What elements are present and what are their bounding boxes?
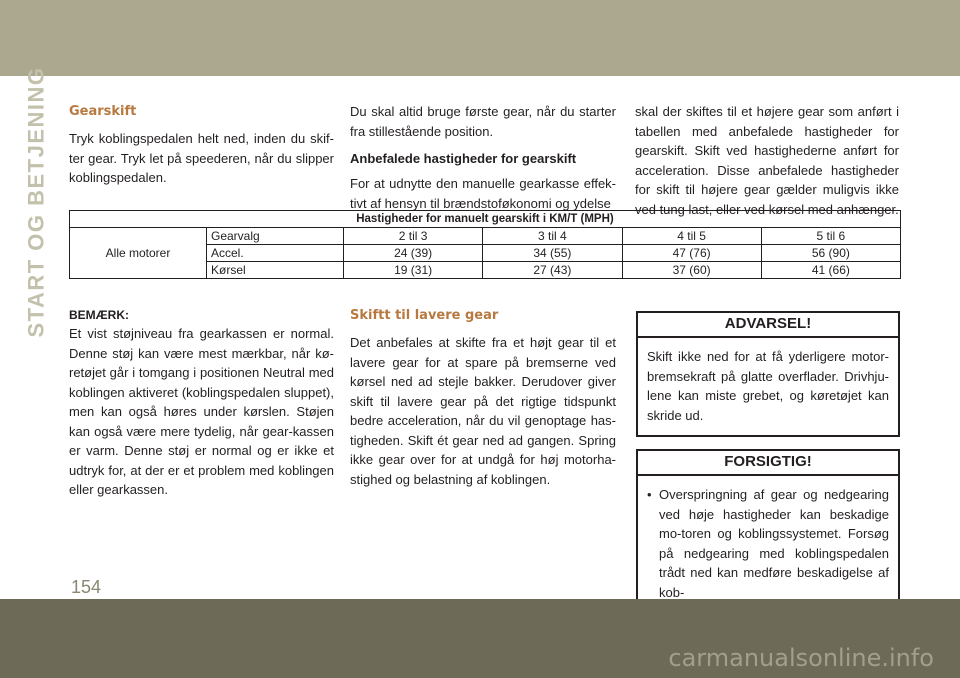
warning-body: Skift ikke ned for at få yderligere motor-bremsekraft på glatte overflader. Drivhju-lene kan miste grebet, og køretøjet kan skride ud.	[647, 349, 889, 423]
downshift-section	[350, 308, 616, 489]
watermark: carmanualsonline.info	[668, 644, 934, 672]
warning-title: ADVARSEL!	[638, 313, 898, 338]
gearshift-section	[69, 104, 334, 188]
table-cell: 4 til 5	[622, 228, 761, 245]
recommended-speeds-body-2: skal der skiftes til et højere gear som anført i tabellen med anbefalede hastigheder for gearskift. Skift ved hastighederne anført for acceleration. Disse anbefalede hastigheder for skift til højere gear gælder muligvis ikke ved tung last, eller ved kørsel med anhænger.	[635, 104, 899, 217]
first-gear-text: Du skal altid bruge første gear, når du starter fra stillestående position.	[350, 104, 616, 139]
table-row	[70, 228, 901, 245]
table-cell: 41 (66)	[761, 262, 900, 279]
caution-box	[636, 449, 900, 614]
table-cell: 5 til 6	[761, 228, 900, 245]
table-cell: 19 (31)	[344, 262, 483, 279]
bullet-marker: •	[647, 487, 652, 502]
gearshift-heading: Gearskift	[69, 104, 137, 119]
chapter-side-tab	[24, 66, 50, 338]
engine-group-cell: Alle motorer	[70, 228, 207, 279]
note-section	[69, 308, 334, 500]
recommended-speeds-body-1: For at udnytte den manuelle gearkasse effek-tivt af hensyn til brændstoføkonomi og ydelse	[350, 176, 616, 211]
table-header-row	[70, 211, 901, 228]
note-body: Et vist støjniveau fra gearkassen er normal. Denne støj kan være mest mærkbar, når kø-retøjet går i tomgang i positionen Neutral med koblingen aktiveret (koblingspedalen sluppet), men kan også høres under kørslen. Støjen kan også være mere tydelig, når gear-kassen er varm. Denne støj er normal og er ikke et udtryk for, at der er et problem med koblingen eller gearkassen.	[69, 326, 334, 497]
row-label: Gearvalg	[207, 228, 344, 245]
table-cell: 34 (55)	[483, 245, 622, 262]
warning-box	[636, 311, 900, 437]
table-title: Hastigheder for manuelt gearskift i KM/T (MPH)	[70, 211, 901, 228]
table-cell: 24 (39)	[344, 245, 483, 262]
first-gear-section	[350, 102, 616, 213]
safety-boxes	[636, 311, 900, 626]
downshift-heading: Skiftt til lavere gear	[350, 308, 499, 323]
note-label: BEMÆRK:	[69, 308, 129, 322]
caution-body: Overspringning af gear og nedgearing ved høje hastigheder kan beskadige mo-toren og koblingssystemet. Forsøg på nedgearing med koblingspedalen trådt ned kan medføre beskadigelse af kob-	[659, 487, 889, 600]
chapter-title: START OG BETJENING	[24, 66, 49, 338]
recommended-speeds-heading: Anbefalede hastigheder for gearskift	[350, 151, 577, 166]
gearshift-body: Tryk koblingspedalen helt ned, inden du skif-ter gear. Tryk let på speederen, når du slipper koblingspedalen.	[69, 131, 334, 185]
header-band	[0, 0, 960, 76]
table-cell: 27 (43)	[483, 262, 622, 279]
table-cell: 2 til 3	[344, 228, 483, 245]
caution-title: FORSIGTIG!	[638, 451, 898, 476]
table-cell: 56 (90)	[761, 245, 900, 262]
caution-bullet-item	[647, 485, 889, 602]
downshift-body: Det anbefales at skifte fra et højt gear til et lavere gear for at spare på bremserne ved kørsel ned ad stejle bakker. Derudover giver skift til lavere gear på det rigtige tidspunkt bedre acceleration, når du vil genoptage has-tigheden. Skift ét gear ned ad gangen. Spring ikke gear over for at undgå for høj motorha-stighed og belastning af koblingen.	[350, 335, 616, 487]
table-cell: 3 til 4	[483, 228, 622, 245]
table-cell: 47 (76)	[622, 245, 761, 262]
table-cell: 37 (60)	[622, 262, 761, 279]
shift-speed-table	[69, 210, 901, 279]
row-label: Kørsel	[207, 262, 344, 279]
row-label: Accel.	[207, 245, 344, 262]
recommended-continued	[635, 102, 899, 219]
page-number: 154	[71, 577, 102, 597]
